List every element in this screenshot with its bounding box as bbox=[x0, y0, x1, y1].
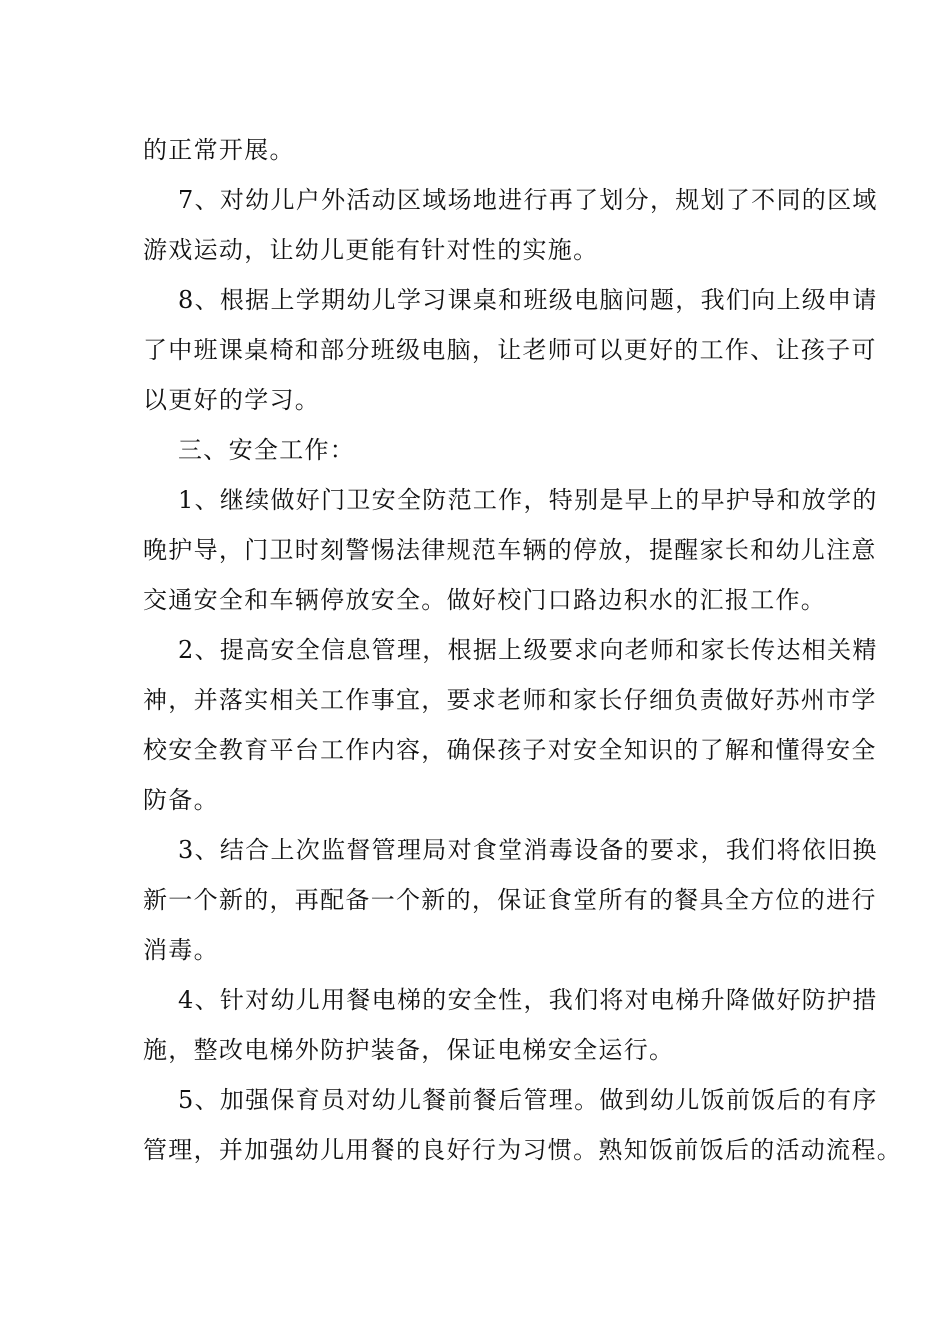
paragraph-first-line: 3、结合上次监督管理局对食堂消毒设备的要求，我们将依旧换 bbox=[178, 836, 878, 864]
text-line: 晚护导，门卫时刻警惕法律规范车辆的停放，提醒家长和幼儿注意 bbox=[143, 536, 877, 564]
text-line: 消毒。 bbox=[143, 936, 219, 964]
paragraph-first-line: 4、针对幼儿用餐电梯的安全性，我们将对电梯升降做好防护措 bbox=[178, 986, 878, 1014]
text-line: 新一个新的，再配备一个新的，保证食堂所有的餐具全方位的进行 bbox=[143, 886, 877, 914]
section-heading: 三、安全工作： bbox=[178, 436, 356, 464]
text-line: 以更好的学习。 bbox=[143, 386, 321, 414]
paragraph-first-line: 8、根据上学期幼儿学习课桌和班级电脑问题，我们向上级申请 bbox=[178, 286, 878, 314]
paragraph-first-line: 1、继续做好门卫安全防范工作，特别是早上的早护导和放学的 bbox=[178, 486, 878, 514]
text-line: 了中班课桌椅和部分班级电脑，让老师可以更好的工作、让孩子可 bbox=[143, 336, 877, 364]
text-line: 游戏运动，让幼儿更能有针对性的实施。 bbox=[143, 236, 599, 264]
paragraph-first-line: 5、加强保育员对幼儿餐前餐后管理。做到幼儿饭前饭后的有序 bbox=[178, 1086, 878, 1114]
text-line: 校安全教育平台工作内容，确保孩子对安全知识的了解和懂得安全 bbox=[143, 736, 877, 764]
paragraph-first-line: 7、对幼儿户外活动区域场地进行再了划分，规划了不同的区域 bbox=[178, 186, 878, 214]
text-line: 施，整改电梯外防护装备，保证电梯安全运行。 bbox=[143, 1036, 675, 1064]
text-line: 管理，并加强幼儿用餐的良好行为习惯。熟知饭前饭后的活动流程。 bbox=[143, 1136, 902, 1164]
text-line: 防备。 bbox=[143, 786, 219, 814]
text-line: 的正常开展。 bbox=[143, 136, 295, 164]
text-line: 交通安全和车辆停放安全。做好校门口路边积水的汇报工作。 bbox=[143, 586, 827, 614]
text-line: 神，并落实相关工作事宜，要求老师和家长仔细负责做好苏州市学 bbox=[143, 686, 877, 714]
paragraph-first-line: 2、提高安全信息管理，根据上级要求向老师和家长传达相关精 bbox=[178, 636, 878, 664]
